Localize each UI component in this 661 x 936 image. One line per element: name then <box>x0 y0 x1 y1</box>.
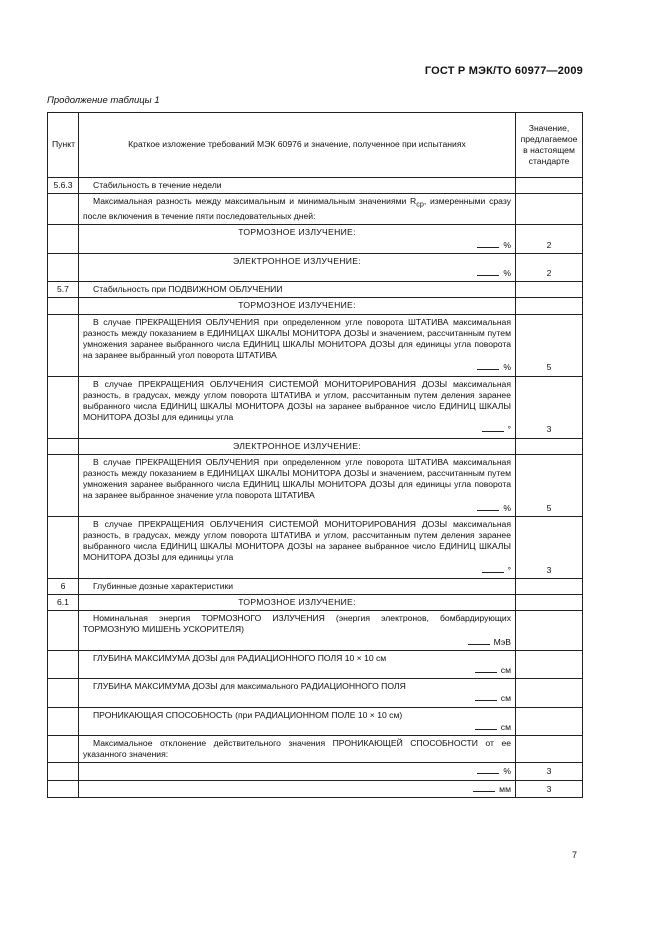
row-value <box>516 438 583 454</box>
unit-label: % <box>503 362 511 373</box>
row-value: 5 <box>516 454 583 516</box>
row-number <box>48 763 79 780</box>
entry-blank <box>477 239 499 248</box>
row-number <box>48 253 79 281</box>
row-text: В случае ПРЕКРАЩЕНИЯ ОБЛУЧЕНИЯ при определенном угле поворота ШТАТИВА максимальная разность между показанием в ЕДИНИЦАХ ШКАЛЫ МОНИТОРА ДОЗЫ и значением, рассчитанным путем умножения заранее выбранного числа ЕДИНИЦ ШКАЛЫ МОНИТОРА ДОЗЫ для единицы угла поворота на заранее выбранный угол поворота ШТАТИВА % <box>79 314 516 376</box>
row-number <box>48 736 79 763</box>
row-number <box>48 454 79 516</box>
unit-label: % <box>503 766 511 777</box>
row-value: 3 <box>516 376 583 438</box>
entry-blank <box>477 502 499 511</box>
table-row <box>48 780 583 797</box>
row-number: 5.7 <box>48 282 79 298</box>
row-value <box>516 578 583 594</box>
row-value <box>516 736 583 763</box>
row-text: ТОРМОЗНОЕ ИЗЛУЧЕНИЕ: <box>79 298 516 314</box>
table-row <box>48 225 583 253</box>
row-number <box>48 780 79 797</box>
row-text <box>79 763 516 780</box>
table-row <box>48 578 583 594</box>
row-number <box>48 679 79 707</box>
entry-blank <box>475 721 497 730</box>
entry-blank <box>475 664 497 673</box>
table-row <box>48 611 583 651</box>
row-number <box>48 611 79 651</box>
row-value <box>516 707 583 735</box>
row-number: 6.1 <box>48 595 79 611</box>
row-text: Стабильность при ПОДВИЖНОМ ОБЛУЧЕНИИ <box>79 282 516 298</box>
row-text: ЭЛЕКТРОННОЕ ИЗЛУЧЕНИЕ: % <box>79 253 516 281</box>
table-row <box>48 707 583 735</box>
unit-label: МэВ <box>493 636 511 647</box>
entry-blank <box>468 636 490 645</box>
unit-label: % <box>503 239 511 250</box>
row-text: ПРОНИКАЮЩАЯ СПОСОБНОСТЬ (при РАДИАЦИОННОМ ПОЛЕ 10 × 10 см) см <box>79 707 516 735</box>
row-value: 3 <box>516 763 583 780</box>
row-value: 3 <box>516 780 583 797</box>
unit-label: см <box>500 665 511 676</box>
table-row <box>48 650 583 678</box>
entry-blank <box>473 783 495 792</box>
page-number: 7 <box>571 850 577 860</box>
row-text: ТОРМОЗНОЕ ИЗЛУЧЕНИЕ: % <box>79 225 516 253</box>
col-header-value: Значение, предлагаемое в настоящем стандарте <box>516 113 583 178</box>
row-value <box>516 679 583 707</box>
row-number: 6 <box>48 578 79 594</box>
col-header-clause: Пункт <box>48 113 79 178</box>
row-number: 5.6.3 <box>48 178 79 194</box>
unit-label: мм <box>499 783 511 794</box>
table-row <box>48 516 583 578</box>
row-value <box>516 282 583 298</box>
row-text <box>79 780 516 797</box>
row-value <box>516 611 583 651</box>
row-number <box>48 438 79 454</box>
unit-label: ° <box>507 564 511 575</box>
table-row <box>48 595 583 611</box>
entry-blank <box>475 692 497 701</box>
row-text: В случае ПРЕКРАЩЕНИЯ ОБЛУЧЕНИЯ СИСТЕМОЙ МОНИТОРИРОВАНИЯ ДОЗЫ максимальная разность, в градусах, между углом поворота ШТАТИВА и углом, рассчитанным путем деления заранее выбранного числа ЕДИНИЦ ШКАЛЫ МОНИТОРА ДОЗЫ на заранее выбранное число ЕДИНИЦ ШКАЛЫ МОНИТОРА ДОЗЫ для единицы угла ° <box>79 516 516 578</box>
row-value: 2 <box>516 253 583 281</box>
entry-blank <box>477 361 499 370</box>
table-row <box>48 298 583 314</box>
table-caption: Продолжение таблицы 1 <box>47 95 160 106</box>
row-value <box>516 650 583 678</box>
row-value: 5 <box>516 314 583 376</box>
row-text: ГЛУБИНА МАКСИМУМА ДОЗЫ для максимального РАДИАЦИОННОГО ПОЛЯ см <box>79 679 516 707</box>
table-row <box>48 178 583 194</box>
entry-blank <box>477 267 499 276</box>
row-value: 3 <box>516 516 583 578</box>
row-value <box>516 194 583 225</box>
table-header-row <box>48 113 583 178</box>
row-number <box>48 516 79 578</box>
table-row <box>48 763 583 780</box>
unit-label: ° <box>507 424 511 435</box>
row-value <box>516 595 583 611</box>
entry-blank <box>477 765 499 774</box>
subscript: ср <box>416 200 424 209</box>
entry-blank <box>482 423 504 432</box>
table-row <box>48 679 583 707</box>
row-text: В случае ПРЕКРАЩЕНИЯ ОБЛУЧЕНИЯ при определенном угле поворота ШТАТИВА максимальная разность между показанием в ЕДИНИЦАХ ШКАЛЫ МОНИТОРА ДОЗЫ и значением, рассчитанным путем умножения заранее выбранного числа ЕДИНИЦ ШКАЛЫ МОНИТОРА ДОЗЫ для единицы угла поворота на заранее выбранное значение угла поворота ШТАТИВА % <box>79 454 516 516</box>
row-text: Глубинные дозные характеристики <box>79 578 516 594</box>
unit-label: см <box>500 721 511 732</box>
row-value: 2 <box>516 225 583 253</box>
col-header-summary: Краткое изложение требований МЭК 60976 и значение, полученное при испытаниях <box>79 113 516 178</box>
row-text: ГЛУБИНА МАКСИМУМА ДОЗЫ для РАДИАЦИОННОГО ПОЛЯ 10 × 10 см см <box>79 650 516 678</box>
row-number <box>48 194 79 225</box>
requirements-table <box>47 112 583 798</box>
row-number <box>48 707 79 735</box>
row-number <box>48 298 79 314</box>
table-row <box>48 438 583 454</box>
table-row <box>48 454 583 516</box>
table-row <box>48 376 583 438</box>
row-text: В случае ПРЕКРАЩЕНИЯ ОБЛУЧЕНИЯ СИСТЕМОЙ МОНИТОРИРОВАНИЯ ДОЗЫ максимальная разность, в градусах, между углом поворота ШТАТИВА и углом, рассчитанным путем деления заранее выбранного числа ЕДИНИЦ ШКАЛЫ МОНИТОРА ДОЗЫ на заранее выбранное число ЕДИНИЦ ШКАЛЫ МОНИТОРА ДОЗЫ для единицы угла ° <box>79 376 516 438</box>
row-number <box>48 225 79 253</box>
table-row <box>48 194 583 225</box>
row-text: Стабильность в течение недели <box>79 178 516 194</box>
row-text: Максимальное отклонение действительного значения ПРОНИКАЮЩЕЙ СПОСОБНОСТИ от ее указанного значения: <box>79 736 516 763</box>
row-number <box>48 376 79 438</box>
unit-label: % <box>503 502 511 513</box>
row-text: Максимальная разность между максимальным и минимальным значениями $R_{ср}$, измеренными сразу после включения в течение пяти последовательных дней: <box>79 194 516 225</box>
table-row <box>48 736 583 763</box>
row-number <box>48 650 79 678</box>
document-code: ГОСТ Р МЭК/ТО 60977—2009 <box>424 65 583 77</box>
row-text: ТОРМОЗНОЕ ИЗЛУЧЕНИЕ: <box>79 595 516 611</box>
row-number <box>48 314 79 376</box>
unit-label: см <box>500 693 511 704</box>
unit-label: % <box>503 267 511 278</box>
table-row <box>48 253 583 281</box>
row-text: Номинальная энергия ТОРМОЗНОГО ИЗЛУЧЕНИЯ (энергия электронов, бомбардирующих ТОРМОЗНУЮ МИШЕНЬ УСКОРИТЕЛЯ) МэВ <box>79 611 516 651</box>
row-text: ЭЛЕКТРОННОЕ ИЗЛУЧЕНИЕ: <box>79 438 516 454</box>
table-row <box>48 314 583 376</box>
table-row <box>48 282 583 298</box>
row-value <box>516 298 583 314</box>
entry-blank <box>482 564 504 573</box>
row-value <box>516 178 583 194</box>
